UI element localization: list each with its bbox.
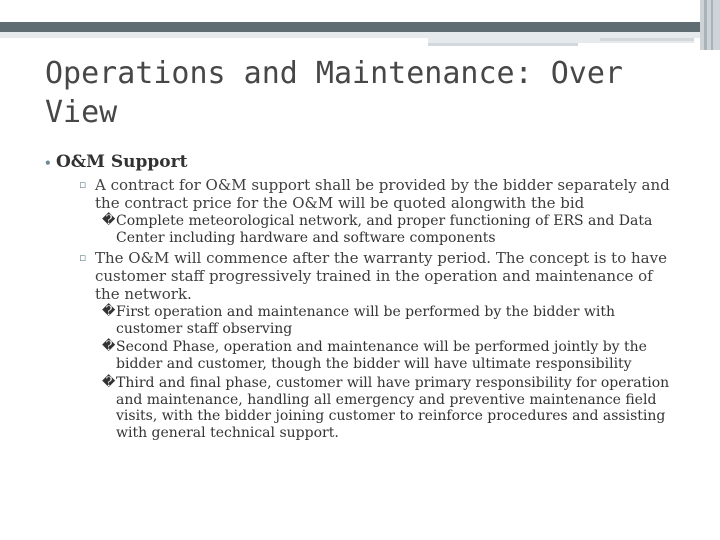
decor-strip [600,38,694,41]
corner-line [711,0,713,50]
slide-title: Operations and Maintenance: Over View [45,56,623,130]
bullet-text: First operation and maintenance will be performed by the bidder with customer staff observing [116,304,615,337]
bullet-box-icon: � [102,339,116,354]
bullet-text: A contract for O&M support shall be provided by the bidder separately and the contract price for the O&M will be quoted alongwith the bid [95,176,670,212]
bullet-text: Third and final phase, customer will have primary responsibility for operation and maintenance, handling all emergency and preventive maintenance field visits, with the bidder joining customer to reinforce procedures and assisting with general technical support. [116,375,670,441]
bullet-dot-icon: • [44,156,52,170]
bullet-complete-network [102,213,676,246]
bullet-text: Second Phase, operation and maintenance will be performed jointly by the bidder and customer, though the bidder will have ultimate responsibility [116,339,647,372]
bullet-box-icon: � [102,304,116,319]
bullet-box-icon: � [102,375,116,390]
bullet-text: Complete meteorological network, and proper functioning of ERS and Data Center including hardware and software components [116,213,653,246]
bullet-square-icon: ▫ [79,251,87,264]
bullet-om-support [44,151,696,173]
bullet-third-phase [102,375,676,441]
bullet-commence [79,249,670,303]
bullet-text: O&M Support [56,152,188,172]
bullet-box-icon: � [102,213,116,228]
bullet-contract [79,176,670,212]
accent-bar [0,22,700,32]
corner-decoration [700,0,720,50]
bullet-square-icon: ▫ [79,178,87,191]
bullet-second-phase [102,339,676,372]
bullet-first-operation [102,304,676,337]
header-band [0,0,720,22]
bullet-text: The O&M will commence after the warranty period. The concept is to have customer staff progressively trained in the operation and maintenance of the network. [95,249,667,303]
corner-line [704,0,707,50]
decor-strip [428,43,578,46]
